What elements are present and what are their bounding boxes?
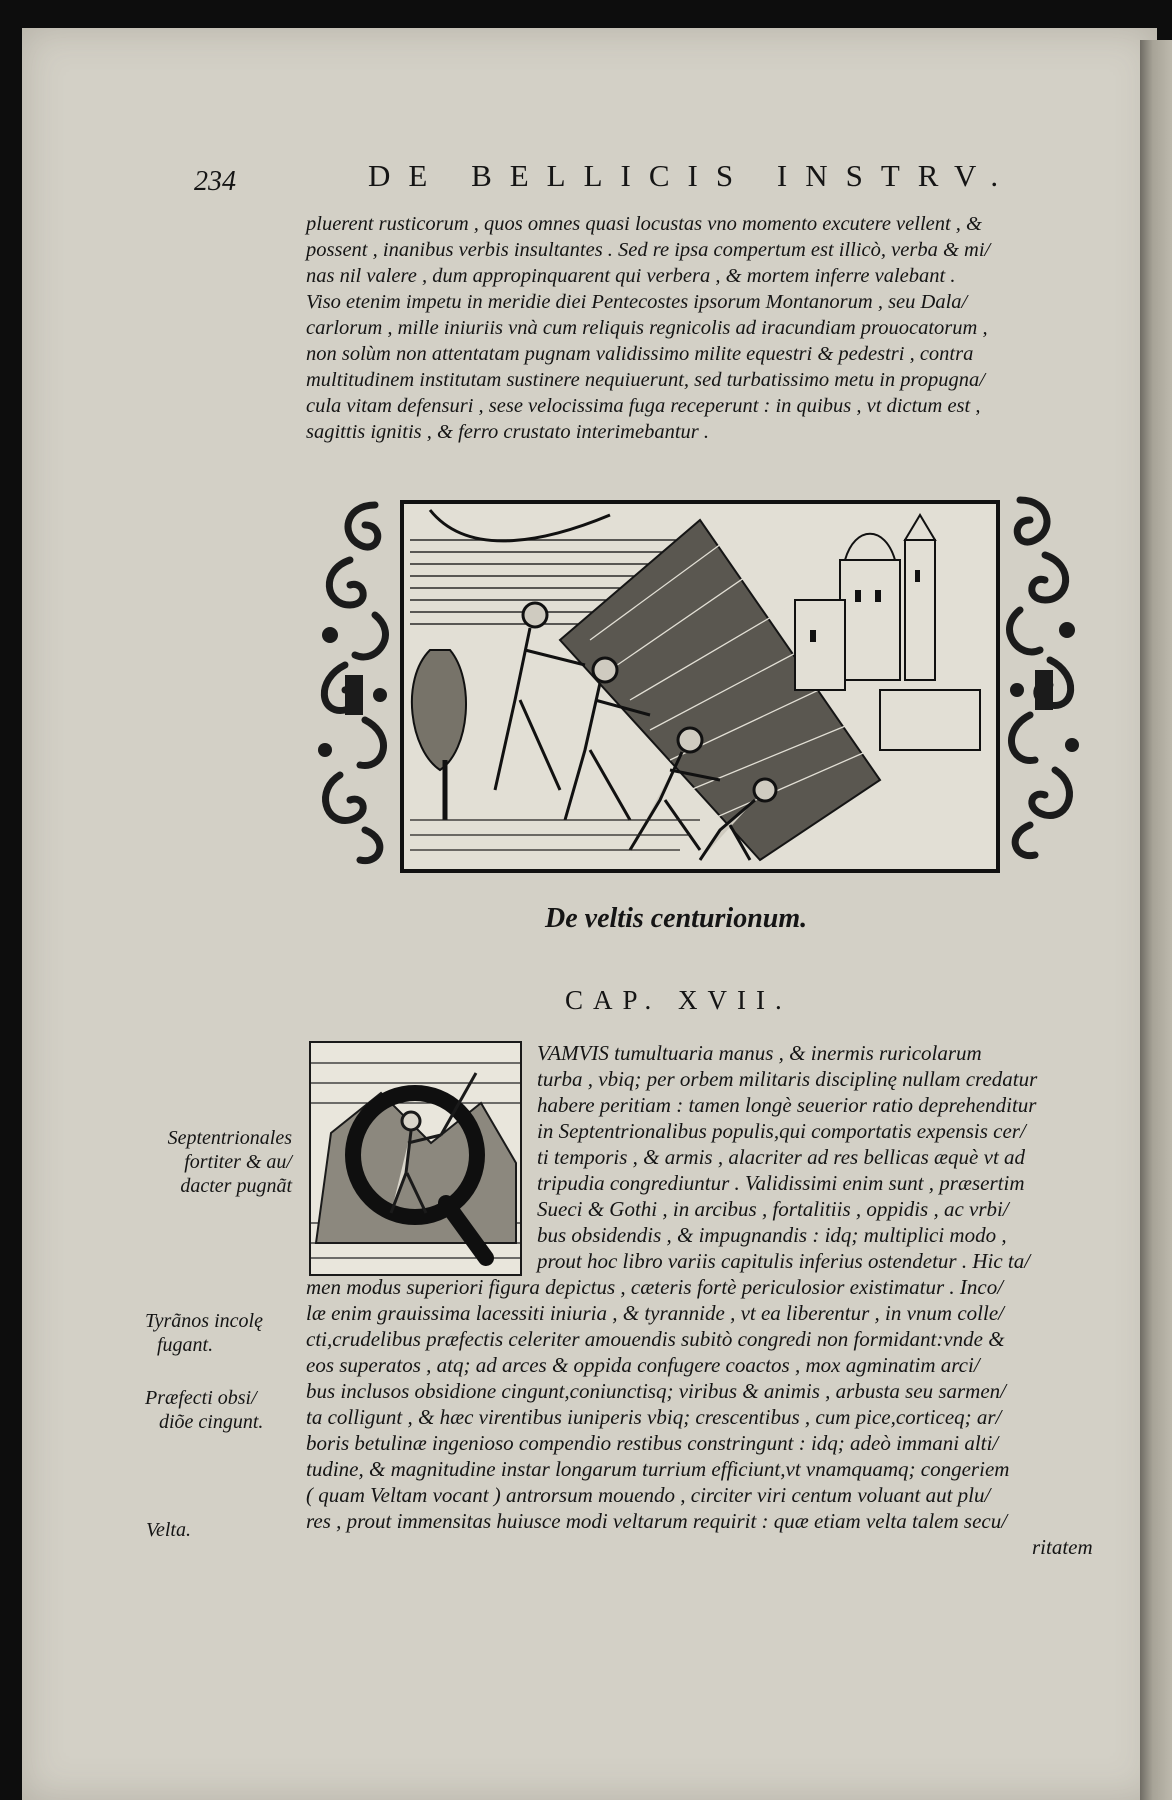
margin-note-praefecti [145,1386,263,1434]
text-line: res , prout immensitas huiusce modi veltarum requirit : quæ etiam velta talem secu/ [306,1509,1008,1533]
text-line: ta colligunt , & hæc virentibus iuniperis vbiq; crescentibus , cum pice,corticeq; ar/ [306,1405,1002,1429]
text-line: turba , vbiq; per orbem militaris disciplinę nullam credatur [537,1067,1038,1091]
text-line: tripudia congrediuntur . Validissimi enim sunt , præsertim [537,1171,1025,1195]
margin-note-line: Præfecti obsi/ [145,1387,257,1409]
text-line: bus obsidendis , & impugnandis : idq; multiplici modo , [537,1223,1007,1247]
text-line: ti temporis , & armis , alacriter ad res bellicas æquè vt ad [537,1145,1026,1169]
decorated-initial [309,1041,522,1276]
text-line: non solùm non attentatam pugnam validissimo milite equestri & pedestri , contra [306,343,974,365]
page-number: 234 [194,166,236,197]
margin-note-septentrionales [142,1126,292,1198]
text-line: sagittis ignitis , & ferro crustato interimebantur . [306,421,709,443]
margin-note-velta [146,1518,191,1542]
margin-note-line: fortiter & au/ [184,1151,292,1173]
text-line: habere peritiam : tamen longè seuerior ratio deprehenditur [537,1093,1037,1117]
margin-note-line: diõe cingunt. [159,1411,264,1433]
text-line: possent , inanibus verbis insultantes . Sed re ipsa compertum est illicò, verba & mi/ [306,239,991,261]
text-line: tudine, & magnitudine instar longarum turrium efficiunt,vt vnamquamq; congeriem [306,1457,1010,1481]
right-ornament [1000,490,1092,868]
margin-note-line: Septentrionales [167,1127,292,1149]
text-line: Sueci & Gothi , in arcibus , fortalitiis , oppidis , ac vrbi/ [537,1197,1009,1221]
text-line: bus inclusos obsidione cingunt,coniunctisq; viribus & animis , arbusta seu sarmen/ [306,1379,1006,1403]
text-line: in Septentrionalibus populis,qui comportatis expensis cer/ [537,1119,1026,1143]
margin-note-tyrannos [145,1309,263,1357]
text-line: prout hoc libro variis capitulis inferius ostendetur . Hic ta/ [537,1249,1031,1273]
decorated-initial-art [311,1043,520,1274]
catchword: ritatem [1032,1535,1093,1559]
text-line: carlorum , mille iniuriis vnà cum reliquis regnicolis ad iracundiam prouocatorum , [306,317,988,339]
text-line: nas nil valere , dum appropinquarent qui verbera , & mortem inferre valebant . [306,265,956,287]
text-line: læ enim grauissima lacessiti iniuria , & tyrannide , vt ea liberentur , in vnum colle/ [306,1301,1004,1325]
woodcut-illustration-velta-siege [400,500,1000,873]
text-line: eos superatos , atq; ad arces & oppida confugere coactos , mox agminatim arci/ [306,1353,980,1377]
figure-caption: De veltis centurionum. [545,903,808,934]
text-line: multitudinem institutam sustinere nequiuerunt, sed turbatissimo metu in propugna/ [306,369,985,391]
text-line: pluerent rusticorum , quos omnes quasi locustas vno momento excutere vellent , & [306,213,982,235]
left-ornament [305,495,400,870]
text-line: men modus superiori figura depictus , cæteris fortè periculosior existimatur . Inco/ [306,1275,1004,1299]
text-line: cti,crudelibus præfectis celeriter amouendis subitò congredi non formidant:vnde & [306,1327,1005,1351]
margin-note-line: Tyrãnos incolę [145,1310,263,1332]
margin-note-line: fugant. [157,1334,214,1356]
running-title: DE BELLICIS INSTRV. [368,158,1017,193]
text-line: boris betulinæ ingenioso compendio restibus constringunt : idq; adeò immani alti/ [306,1431,999,1455]
text-line: Viso etenim impetu in meridie diei Pentecostes ipsorum Montanorum , seu Dala/ [306,291,968,313]
text-line: cula vitam defensuri , sese velocissima fuga receperunt : in quibus , vt dictum est , [306,395,981,417]
adjacent-page-edge [1140,40,1172,1800]
text-line: VAMVIS tumultuaria manus , & inermis ruricolarum [537,1041,982,1065]
text-line: ( quam Veltam vocant ) antrorsum mouendo , circiter viri centum voluant aut plu/ [306,1483,991,1507]
margin-note-line: Velta. [146,1519,191,1541]
chapter-heading: CAP. XVII. [565,985,792,1015]
margin-note-line: dacter pugnãt [180,1175,292,1197]
